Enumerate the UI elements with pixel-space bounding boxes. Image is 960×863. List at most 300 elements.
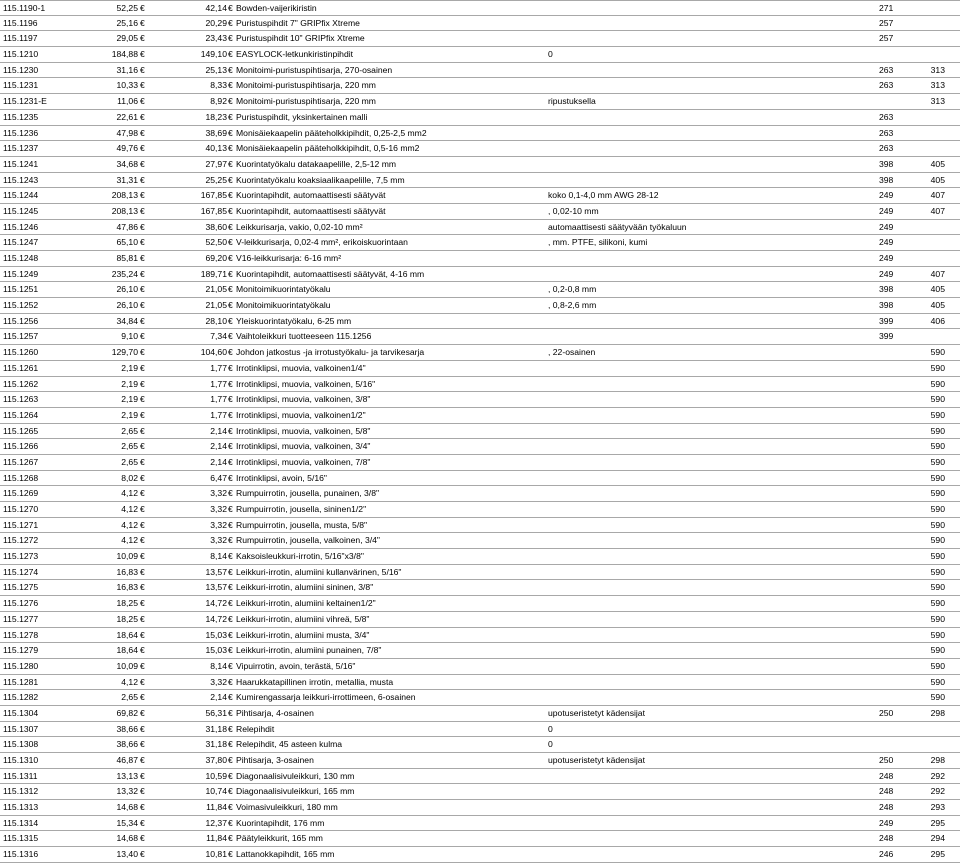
currency-symbol: € — [140, 80, 145, 91]
currency-symbol: € — [140, 96, 145, 107]
product-description: V16-leikkurisarja: 6-16 mm² — [236, 253, 342, 263]
catalog-page-2: 590 — [930, 378, 945, 389]
product-description: Pihtisarja, 4-osainen — [236, 707, 314, 718]
catalog-page-2: 590 — [930, 566, 945, 577]
price-with-vat: 11,06 — [117, 96, 138, 107]
product-description: Päätyleikkurit, 165 mm — [236, 833, 323, 844]
product-description: Monisäiekaapelin pääteholkkipihdit, 0,5-16 mm2 — [236, 143, 420, 154]
catalog-page-1: 248 — [879, 802, 894, 813]
currency-symbol: € — [140, 425, 145, 436]
currency-symbol: € — [140, 174, 145, 185]
currency-symbol: € — [228, 268, 233, 279]
product-code: 115.1312 — [3, 786, 39, 797]
catalog-page-1: 248 — [879, 770, 894, 781]
currency-symbol: € — [228, 158, 233, 169]
product-description: Relepihdit — [236, 723, 275, 734]
price-without-vat: 3,32 — [210, 519, 227, 530]
product-extra-info: 0 — [548, 49, 553, 60]
product-code: 115.1268 — [3, 472, 39, 483]
price-with-vat: 208,13 — [111, 205, 138, 216]
product-extra-info: , mm. PTFE, silikoni, kumi — [548, 237, 648, 248]
product-description: V-leikkurisarja, 0,02-4 mm², erikoiskuorintaan — [236, 237, 408, 248]
price-without-vat: 21,05 — [205, 300, 227, 311]
currency-symbol: € — [228, 676, 233, 687]
catalog-page-1: 246 — [879, 849, 894, 860]
currency-symbol: € — [228, 755, 233, 765]
table-row — [0, 94, 960, 110]
catalog-page-1: 399 — [879, 315, 894, 326]
currency-symbol: € — [140, 739, 145, 750]
price-without-vat: 37,80 — [205, 755, 227, 765]
currency-symbol: € — [140, 456, 145, 467]
currency-symbol: € — [228, 284, 233, 295]
table-row — [0, 204, 960, 220]
product-code: 115.1264 — [3, 409, 39, 420]
product-code: 115.1314 — [3, 817, 39, 828]
table-row — [0, 596, 960, 612]
catalog-page-2: 313 — [930, 96, 945, 107]
price-with-vat: 16,83 — [116, 566, 138, 577]
product-code: 115.1278 — [3, 629, 39, 640]
catalog-page-2: 405 — [930, 284, 945, 295]
catalog-page-2: 405 — [930, 158, 945, 169]
product-code: 115.1231 — [3, 80, 39, 91]
table-row — [0, 612, 960, 628]
product-description: Kaksoisleukkuri-irrotin, 5/16"x3/8" — [236, 551, 364, 562]
product-description: Monitoimikuorintatyökalu — [236, 300, 331, 311]
product-code: 115.1245 — [3, 205, 39, 216]
catalog-page-1: 399 — [879, 331, 894, 342]
currency-symbol: € — [140, 143, 145, 154]
price-with-vat: 52,25 — [116, 3, 138, 13]
table-row — [0, 722, 960, 738]
currency-symbol: € — [140, 519, 145, 530]
catalog-page-1: 249 — [879, 817, 894, 828]
price-with-vat: 14,68 — [116, 802, 138, 813]
product-description: Leikkuri-irrotin, alumiini musta, 3/4" — [236, 629, 370, 640]
catalog-page-1: 250 — [879, 707, 894, 718]
table-row — [0, 47, 960, 63]
price-with-vat: 38,66 — [116, 739, 138, 750]
catalog-page-1: 249 — [879, 190, 894, 201]
price-without-vat: 104,60 — [200, 347, 227, 358]
price-with-vat: 34,84 — [116, 315, 138, 326]
currency-symbol: € — [228, 692, 233, 703]
price-with-vat: 47,98 — [116, 127, 138, 138]
catalog-page-2: 590 — [930, 582, 945, 593]
catalog-page-2: 590 — [930, 394, 945, 405]
catalog-page-1: 248 — [879, 833, 894, 844]
price-with-vat: 29,05 — [116, 33, 138, 44]
product-description: Leikkuri-irrotin, alumiini keltainen1/2" — [236, 598, 376, 609]
table-row — [0, 314, 960, 330]
product-code: 115.1304 — [3, 707, 39, 718]
currency-symbol: € — [140, 849, 145, 860]
price-without-vat: 27,97 — [205, 158, 227, 169]
currency-symbol: € — [228, 660, 233, 671]
currency-symbol: € — [228, 362, 233, 373]
currency-symbol: € — [228, 723, 233, 734]
product-description: Voimasivuleikkuri, 180 mm — [236, 802, 338, 813]
product-description: Rumpuirrotin, jousella, musta, 5/8" — [236, 519, 368, 530]
currency-symbol: € — [228, 456, 233, 467]
price-with-vat: 2,19 — [121, 409, 138, 420]
currency-symbol: € — [140, 394, 145, 405]
price-with-vat: 2,65 — [121, 456, 138, 467]
currency-symbol: € — [140, 566, 145, 577]
catalog-page-1: 249 — [879, 221, 894, 232]
price-with-vat: 85,81 — [116, 253, 138, 263]
catalog-page-2: 293 — [930, 802, 945, 813]
product-description: Kumirengassarja leikkuri-irrottimeen, 6-osainen — [236, 692, 416, 703]
price-with-vat: 15,34 — [116, 817, 138, 828]
catalog-page-2: 590 — [930, 645, 945, 656]
price-with-vat: 184,88 — [111, 49, 138, 60]
catalog-page-1: 271 — [879, 3, 894, 13]
price-with-vat: 38,66 — [116, 723, 138, 734]
table-row — [0, 16, 960, 32]
price-without-vat: 42,14 — [205, 3, 227, 13]
table-row — [0, 816, 960, 832]
price-with-vat: 25,16 — [116, 17, 138, 28]
currency-symbol: € — [140, 17, 145, 28]
price-without-vat: 25,25 — [205, 174, 227, 185]
table-row — [0, 392, 960, 408]
product-code: 115.1273 — [3, 551, 39, 562]
product-extra-info: 0 — [548, 723, 553, 734]
table-row — [0, 518, 960, 534]
product-extra-info: , 0,8-2,6 mm — [548, 300, 597, 311]
product-code: 115.1307 — [3, 723, 39, 734]
product-description: Yleiskuorintatyökalu, 6-25 mm — [236, 315, 352, 326]
table-row — [0, 628, 960, 644]
currency-symbol: € — [228, 629, 233, 640]
price-with-vat: 18,25 — [116, 598, 138, 609]
table-row — [0, 565, 960, 581]
product-code: 115.1271 — [3, 519, 39, 530]
price-with-vat: 46,87 — [116, 755, 138, 765]
product-description: Bowden-vaijerikiristin — [236, 3, 317, 13]
price-with-vat: 4,12 — [121, 504, 138, 514]
price-without-vat: 11,84 — [206, 833, 227, 844]
product-code: 115.1276 — [3, 598, 39, 609]
table-row — [0, 784, 960, 800]
currency-symbol: € — [228, 613, 233, 624]
product-description: Kuorintatyökalu datakaapelille, 2,5-12 mm — [236, 158, 397, 169]
price-without-vat: 18,23 — [205, 111, 227, 122]
currency-symbol: € — [228, 205, 233, 216]
currency-symbol: € — [228, 96, 233, 107]
price-with-vat: 2,65 — [121, 425, 138, 436]
product-extra-info: 0 — [548, 739, 553, 750]
currency-symbol: € — [140, 378, 145, 389]
table-row — [0, 361, 960, 377]
product-code: 115.1281 — [3, 676, 39, 687]
price-with-vat: 18,64 — [116, 629, 138, 640]
table-row — [0, 63, 960, 79]
price-with-vat: 26,10 — [116, 284, 138, 295]
product-description: Irrotinklipsi, muovia, valkoinen, 7/8" — [236, 456, 371, 467]
product-code: 115.1244 — [3, 190, 39, 201]
catalog-page-1: 250 — [879, 755, 894, 765]
product-code: 115.1266 — [3, 441, 39, 452]
catalog-page-2: 407 — [930, 190, 945, 201]
price-with-vat: 4,12 — [121, 488, 138, 499]
currency-symbol: € — [140, 284, 145, 295]
currency-symbol: € — [228, 786, 233, 797]
price-without-vat: 2,14 — [210, 425, 227, 436]
price-with-vat: 16,83 — [116, 582, 138, 593]
product-code: 115.1236 — [3, 127, 39, 138]
product-code: 115.1277 — [3, 613, 39, 624]
product-description: Vipuirrotin, avoin, terästä, 5/16" — [236, 660, 356, 671]
product-code: 115.1316 — [3, 849, 39, 860]
price-with-vat: 4,12 — [121, 519, 138, 530]
price-without-vat: 3,32 — [210, 504, 227, 514]
product-code: 115.1272 — [3, 535, 39, 546]
currency-symbol: € — [140, 692, 145, 703]
product-code: 115.1279 — [3, 645, 39, 656]
price-with-vat: 14,68 — [116, 833, 138, 844]
price-with-vat: 235,24 — [111, 268, 138, 279]
price-with-vat: 47,86 — [116, 221, 138, 232]
product-code: 115.1262 — [3, 378, 39, 389]
price-without-vat: 1,77 — [210, 409, 227, 420]
product-code: 115.1210 — [3, 49, 39, 60]
currency-symbol: € — [228, 707, 233, 718]
currency-symbol: € — [228, 598, 233, 609]
currency-symbol: € — [140, 660, 145, 671]
product-description: Monitoimi-puristuspihtisarja, 220 mm — [236, 80, 376, 91]
currency-symbol: € — [140, 472, 145, 483]
product-code: 115.1311 — [3, 770, 38, 781]
catalog-page-2: 590 — [930, 472, 945, 483]
currency-symbol: € — [140, 582, 145, 593]
price-without-vat: 6,47 — [210, 472, 227, 483]
catalog-page-1: 249 — [879, 205, 894, 216]
currency-symbol: € — [140, 504, 145, 514]
product-code: 115.1275 — [3, 582, 39, 593]
product-description: Irrotinklipsi, muovia, valkoinen, 3/8" — [236, 394, 371, 405]
product-description: Irrotinklipsi, muovia, valkoinen, 5/8" — [236, 425, 371, 436]
price-without-vat: 8,14 — [210, 551, 227, 562]
currency-symbol: € — [228, 770, 233, 781]
currency-symbol: € — [140, 755, 145, 765]
currency-symbol: € — [228, 739, 233, 750]
table-row — [0, 439, 960, 455]
price-without-vat: 7,34 — [210, 331, 227, 342]
table-row — [0, 753, 960, 769]
table-row — [0, 706, 960, 722]
catalog-page-2: 590 — [930, 676, 945, 687]
product-description: Puristuspihdit 7" GRIPfix Xtreme — [236, 17, 360, 28]
currency-symbol: € — [228, 221, 233, 232]
currency-symbol: € — [228, 488, 233, 499]
price-without-vat: 40,13 — [205, 143, 227, 154]
product-description: Kuorintatyökalu koaksiaalikaapelille, 7,5 mm — [236, 174, 405, 185]
price-without-vat: 15,03 — [205, 629, 227, 640]
price-without-vat: 31,18 — [205, 723, 227, 734]
price-without-vat: 8,33 — [210, 80, 227, 91]
table-row — [0, 643, 960, 659]
currency-symbol: € — [228, 3, 233, 13]
product-description: Irrotinklipsi, muovia, valkoinen1/4" — [236, 362, 366, 373]
table-row — [0, 345, 960, 361]
currency-symbol: € — [140, 190, 145, 201]
price-with-vat: 2,65 — [121, 441, 138, 452]
currency-symbol: € — [228, 80, 233, 91]
table-row — [0, 251, 960, 267]
currency-symbol: € — [228, 833, 233, 844]
product-code: 115.1252 — [3, 300, 39, 311]
currency-symbol: € — [140, 315, 145, 326]
product-description: Leikkuri-irrotin, alumiini vihreä, 5/8" — [236, 613, 370, 624]
price-with-vat: 49,76 — [116, 143, 138, 154]
product-description: Kuorintapihdit, automaattisesti säätyvät — [236, 190, 386, 201]
product-code: 115.1231-E — [3, 96, 47, 107]
price-without-vat: 3,32 — [210, 676, 227, 687]
currency-symbol: € — [140, 253, 145, 263]
product-code: 115.1280 — [3, 660, 39, 671]
product-code: 115.1310 — [3, 755, 39, 765]
product-code: 115.1282 — [3, 692, 39, 703]
currency-symbol: € — [228, 17, 233, 28]
catalog-page-2: 407 — [930, 205, 945, 216]
currency-symbol: € — [140, 723, 145, 734]
price-with-vat: 31,16 — [116, 64, 138, 75]
product-code: 115.1257 — [3, 331, 39, 342]
price-with-vat: 18,25 — [116, 613, 138, 624]
price-with-vat: 2,65 — [121, 692, 138, 703]
price-with-vat: 26,10 — [116, 300, 138, 311]
currency-symbol: € — [228, 441, 233, 452]
product-extra-info: , 22-osainen — [548, 347, 596, 358]
price-without-vat: 31,18 — [205, 739, 227, 750]
table-row — [0, 659, 960, 675]
product-description: Kuorintapihdit, 176 mm — [236, 817, 325, 828]
price-without-vat: 10,74 — [205, 786, 227, 797]
product-code: 115.1263 — [3, 394, 39, 405]
catalog-page-1: 263 — [879, 127, 894, 138]
catalog-page-1: 398 — [879, 158, 894, 169]
currency-symbol: € — [140, 802, 145, 813]
currency-symbol: € — [228, 394, 233, 405]
price-without-vat: 38,69 — [205, 127, 227, 138]
currency-symbol: € — [228, 566, 233, 577]
table-row — [0, 235, 960, 251]
catalog-page-1: 249 — [879, 268, 894, 279]
currency-symbol: € — [228, 535, 233, 546]
catalog-page-2: 405 — [930, 300, 945, 311]
price-with-vat: 4,12 — [121, 535, 138, 546]
product-code: 115.1197 — [3, 33, 38, 44]
currency-symbol: € — [140, 362, 145, 373]
price-without-vat: 10,81 — [205, 849, 227, 860]
catalog-page-2: 292 — [930, 786, 945, 797]
price-without-vat: 167,85 — [200, 205, 227, 216]
catalog-page-1: 263 — [879, 80, 894, 91]
currency-symbol: € — [228, 645, 233, 656]
currency-symbol: € — [228, 143, 233, 154]
currency-symbol: € — [228, 504, 233, 514]
catalog-page-2: 407 — [930, 268, 945, 279]
price-with-vat: 18,64 — [116, 645, 138, 656]
currency-symbol: € — [140, 770, 145, 781]
product-description: Leikkuri-irrotin, alumiini punainen, 7/8" — [236, 645, 382, 656]
catalog-page-1: 398 — [879, 174, 894, 185]
product-code: 115.1235 — [3, 111, 39, 122]
catalog-page-2: 590 — [930, 629, 945, 640]
price-with-vat: 10,33 — [116, 80, 138, 91]
catalog-page-2: 295 — [930, 849, 945, 860]
currency-symbol: € — [140, 3, 145, 13]
currency-symbol: € — [140, 535, 145, 546]
product-description: Puristuspihdit, yksinkertainen malli — [236, 111, 368, 122]
catalog-page-1: 257 — [879, 33, 894, 44]
price-with-vat: 31,31 — [116, 174, 138, 185]
product-code: 115.1308 — [3, 739, 39, 750]
table-row — [0, 157, 960, 173]
price-without-vat: 8,92 — [210, 96, 227, 107]
product-extra-info: upotuseristetyt kädensijat — [548, 755, 645, 765]
product-description: Kuorintapihdit, automaattisesti säätyvät — [236, 205, 386, 216]
currency-symbol: € — [228, 237, 233, 248]
currency-symbol: € — [228, 253, 233, 263]
price-without-vat: 69,20 — [205, 253, 227, 263]
currency-symbol: € — [228, 378, 233, 389]
price-with-vat: 2,19 — [121, 362, 138, 373]
price-without-vat: 15,03 — [205, 645, 227, 656]
currency-symbol: € — [140, 833, 145, 844]
currency-symbol: € — [140, 613, 145, 624]
catalog-page-2: 590 — [930, 409, 945, 420]
currency-symbol: € — [228, 64, 233, 75]
currency-symbol: € — [228, 127, 233, 138]
currency-symbol: € — [140, 488, 145, 499]
currency-symbol: € — [228, 472, 233, 483]
price-without-vat: 21,05 — [205, 284, 227, 295]
currency-symbol: € — [140, 221, 145, 232]
product-code: 115.1246 — [3, 221, 39, 232]
price-with-vat: 8,02 — [121, 472, 138, 483]
product-code: 115.1265 — [3, 425, 39, 436]
table-row — [0, 800, 960, 816]
product-code: 115.1196 — [3, 17, 38, 28]
product-code: 115.1267 — [3, 456, 39, 467]
price-without-vat: 38,60 — [205, 221, 227, 232]
price-with-vat: 4,12 — [121, 676, 138, 687]
price-with-vat: 13,40 — [116, 849, 138, 860]
currency-symbol: € — [140, 598, 145, 609]
currency-symbol: € — [140, 64, 145, 75]
table-row — [0, 282, 960, 298]
product-description: Irrotinklipsi, muovia, valkoinen1/2" — [236, 409, 366, 420]
price-without-vat: 23,43 — [205, 33, 227, 44]
table-row — [0, 847, 960, 863]
catalog-page-1: 263 — [879, 64, 894, 75]
price-with-vat: 9,10 — [121, 331, 138, 342]
product-code: 115.1249 — [3, 268, 39, 279]
product-description: Puristuspihdit 10" GRIPfix Xtreme — [236, 33, 365, 44]
currency-symbol: € — [140, 268, 145, 279]
currency-symbol: € — [140, 347, 145, 358]
table-row — [0, 298, 960, 314]
product-description: Leikkuri-irrotin, alumiini kullanvärinen, 5/16" — [236, 566, 402, 577]
product-code: 115.1269 — [3, 488, 39, 499]
catalog-page-1: 249 — [879, 237, 894, 248]
catalog-page-2: 590 — [930, 519, 945, 530]
catalog-page-1: 398 — [879, 300, 894, 311]
